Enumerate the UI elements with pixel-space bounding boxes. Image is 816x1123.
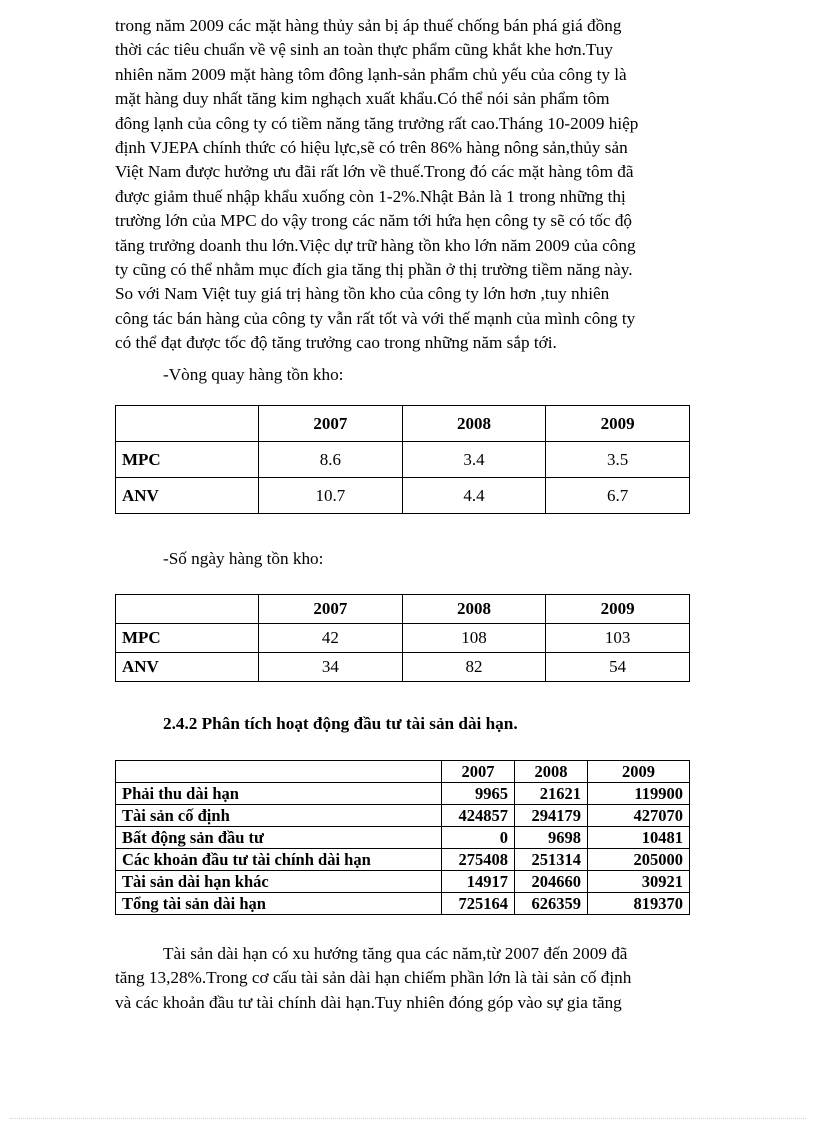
table-row xyxy=(116,871,690,893)
section-heading: 2.4.2 Phân tích hoạt động đầu tư tài sản dài hạn. xyxy=(163,714,518,733)
text-line: tăng 13,28%.Trong cơ cấu tài sản dài hạn chiếm phần lớn là tài sản cố định xyxy=(115,968,632,988)
table-row xyxy=(116,442,690,478)
table-row xyxy=(116,478,690,514)
table-cell: 4.4 xyxy=(402,478,546,514)
table-cell: MPC xyxy=(116,624,259,653)
text-line: đông lạnh của công ty có tiềm năng tăng trưởng rất cao.Tháng 10-2009 hiệp xyxy=(115,113,639,133)
table-cell: 119900 xyxy=(588,783,690,805)
table-cell: 8.6 xyxy=(259,442,403,478)
text-line: trường lớn của MPC do vậy trong các năm tới hứa hẹn công ty sẽ có tốc độ xyxy=(115,211,633,231)
table-cell: 6.7 xyxy=(546,478,690,514)
table-cell xyxy=(116,406,259,442)
table-header-cell: 2009 xyxy=(588,761,690,783)
page-bottom-divider xyxy=(10,1118,806,1119)
table-cell: 424857 xyxy=(442,805,515,827)
table-cell: 204660 xyxy=(515,871,588,893)
table-cell: 251314 xyxy=(515,849,588,871)
table-cell: 42 xyxy=(259,624,403,653)
table-cell: 9698 xyxy=(515,827,588,849)
table-header-row xyxy=(116,406,690,442)
table-cell: Tài sản cố định xyxy=(116,805,442,827)
table-cell: 0 xyxy=(442,827,515,849)
table-cell xyxy=(116,761,442,783)
table-cell: 103 xyxy=(546,624,690,653)
table-cell: 54 xyxy=(546,653,690,682)
table-cell: ANV xyxy=(116,653,259,682)
table-row xyxy=(116,827,690,849)
table-cell: 10481 xyxy=(588,827,690,849)
table-cell: Tài sản dài hạn khác xyxy=(116,871,442,893)
table-cell: 14917 xyxy=(442,871,515,893)
table-header-row xyxy=(116,595,690,624)
table-row xyxy=(116,783,690,805)
text-line: thời các tiêu chuẩn về vệ sinh an toàn thực phẩm cũng khắt khe hơn.Tuy xyxy=(115,40,613,60)
table-cell xyxy=(116,595,259,624)
table-cell: 82 xyxy=(402,653,546,682)
table-header-row xyxy=(116,761,690,783)
intro-paragraph xyxy=(115,14,701,356)
table-row xyxy=(116,893,690,915)
table-header-cell: 2008 xyxy=(402,595,546,624)
table-row xyxy=(116,624,690,653)
inventory-days-caption: -Số ngày hàng tồn kho: xyxy=(163,549,324,568)
table-cell: MPC xyxy=(116,442,259,478)
table-header-cell: 2009 xyxy=(546,406,690,442)
table-cell: 626359 xyxy=(515,893,588,915)
text-line: mặt hàng duy nhất tăng kim nghạch xuất khẩu.Có thể nói sản phẩm tôm xyxy=(115,89,610,109)
table-cell: 819370 xyxy=(588,893,690,915)
text-line: trong năm 2009 các mặt hàng thủy sản bị áp thuế chống bán phá giá đồng xyxy=(115,16,622,35)
table-cell: Tổng tài sản dài hạn xyxy=(116,893,442,915)
table-cell: 34 xyxy=(259,653,403,682)
table-row xyxy=(116,805,690,827)
text-line: So với Nam Việt tuy giá trị hàng tồn kho của công ty lớn hơn ,tuy nhiên xyxy=(115,284,610,304)
table-cell: 9965 xyxy=(442,783,515,805)
table-cell: Bất động sản đầu tư xyxy=(116,827,442,849)
text-line: Tài sản dài hạn có xu hướng tăng qua các năm,từ 2007 đến 2009 đã xyxy=(163,944,628,963)
table-cell: 21621 xyxy=(515,783,588,805)
text-line: nhiên năm 2009 mặt hàng tôm đông lạnh-sản phẩm chủ yếu của công ty là xyxy=(115,64,627,84)
table-header-cell: 2007 xyxy=(442,761,515,783)
table-row xyxy=(116,849,690,871)
text-line: được giảm thuế nhập khẩu xuống còn 1-2%.Nhật Bản là 1 trong những thị xyxy=(115,186,626,206)
table-header-cell: 2007 xyxy=(259,595,403,624)
table-cell: ANV xyxy=(116,478,259,514)
inventory-days-table xyxy=(115,594,690,682)
table-cell: 205000 xyxy=(588,849,690,871)
table-cell: 108 xyxy=(402,624,546,653)
text-line: có thể đạt được tốc độ tăng trưởng cao trong những năm sắp tới. xyxy=(115,333,557,353)
inventory-turnover-caption: -Vòng quay hàng tồn kho: xyxy=(163,365,344,384)
inventory-turnover-table xyxy=(115,405,690,514)
table-cell: 294179 xyxy=(515,805,588,827)
text-line: công tác bán hàng của công ty vẫn rất tốt và với thế mạnh của mình công ty xyxy=(115,308,636,328)
table-cell: 10.7 xyxy=(259,478,403,514)
table-cell: 427070 xyxy=(588,805,690,827)
text-line: Việt Nam được hưởng ưu đãi rất lớn về thuế.Trong đó các mặt hàng tôm đã xyxy=(115,162,634,182)
table-header-cell: 2008 xyxy=(515,761,588,783)
table-cell: 3.5 xyxy=(546,442,690,478)
table-header-cell: 2007 xyxy=(259,406,403,442)
table-cell: 725164 xyxy=(442,893,515,915)
table-cell: Phải thu dài hạn xyxy=(116,783,442,805)
table-cell: 275408 xyxy=(442,849,515,871)
table-row xyxy=(116,653,690,682)
table-header-cell: 2009 xyxy=(546,595,690,624)
text-line: và các khoản đầu tư tài chính dài hạn.Tuy nhiên đóng góp vào sự gia tăng xyxy=(115,992,622,1012)
text-line: tăng trưởng doanh thu lớn.Việc dự trữ hàng tồn kho lớn năm 2009 của công xyxy=(115,235,636,255)
table-header-cell: 2008 xyxy=(402,406,546,442)
text-line: ty cũng có thể nhằm mục đích gia tăng thị phần ở thị trường tiềm năng này. xyxy=(115,260,633,280)
table-cell: 3.4 xyxy=(402,442,546,478)
text-line: định VJEPA chính thức có hiệu lực,sẽ có trên 86% hàng nông sản,thủy sản xyxy=(115,138,628,158)
table-cell: 30921 xyxy=(588,871,690,893)
table-cell: Các khoản đầu tư tài chính dài hạn xyxy=(116,849,442,871)
long-term-assets-table xyxy=(115,760,690,915)
closing-paragraph xyxy=(115,942,701,1015)
